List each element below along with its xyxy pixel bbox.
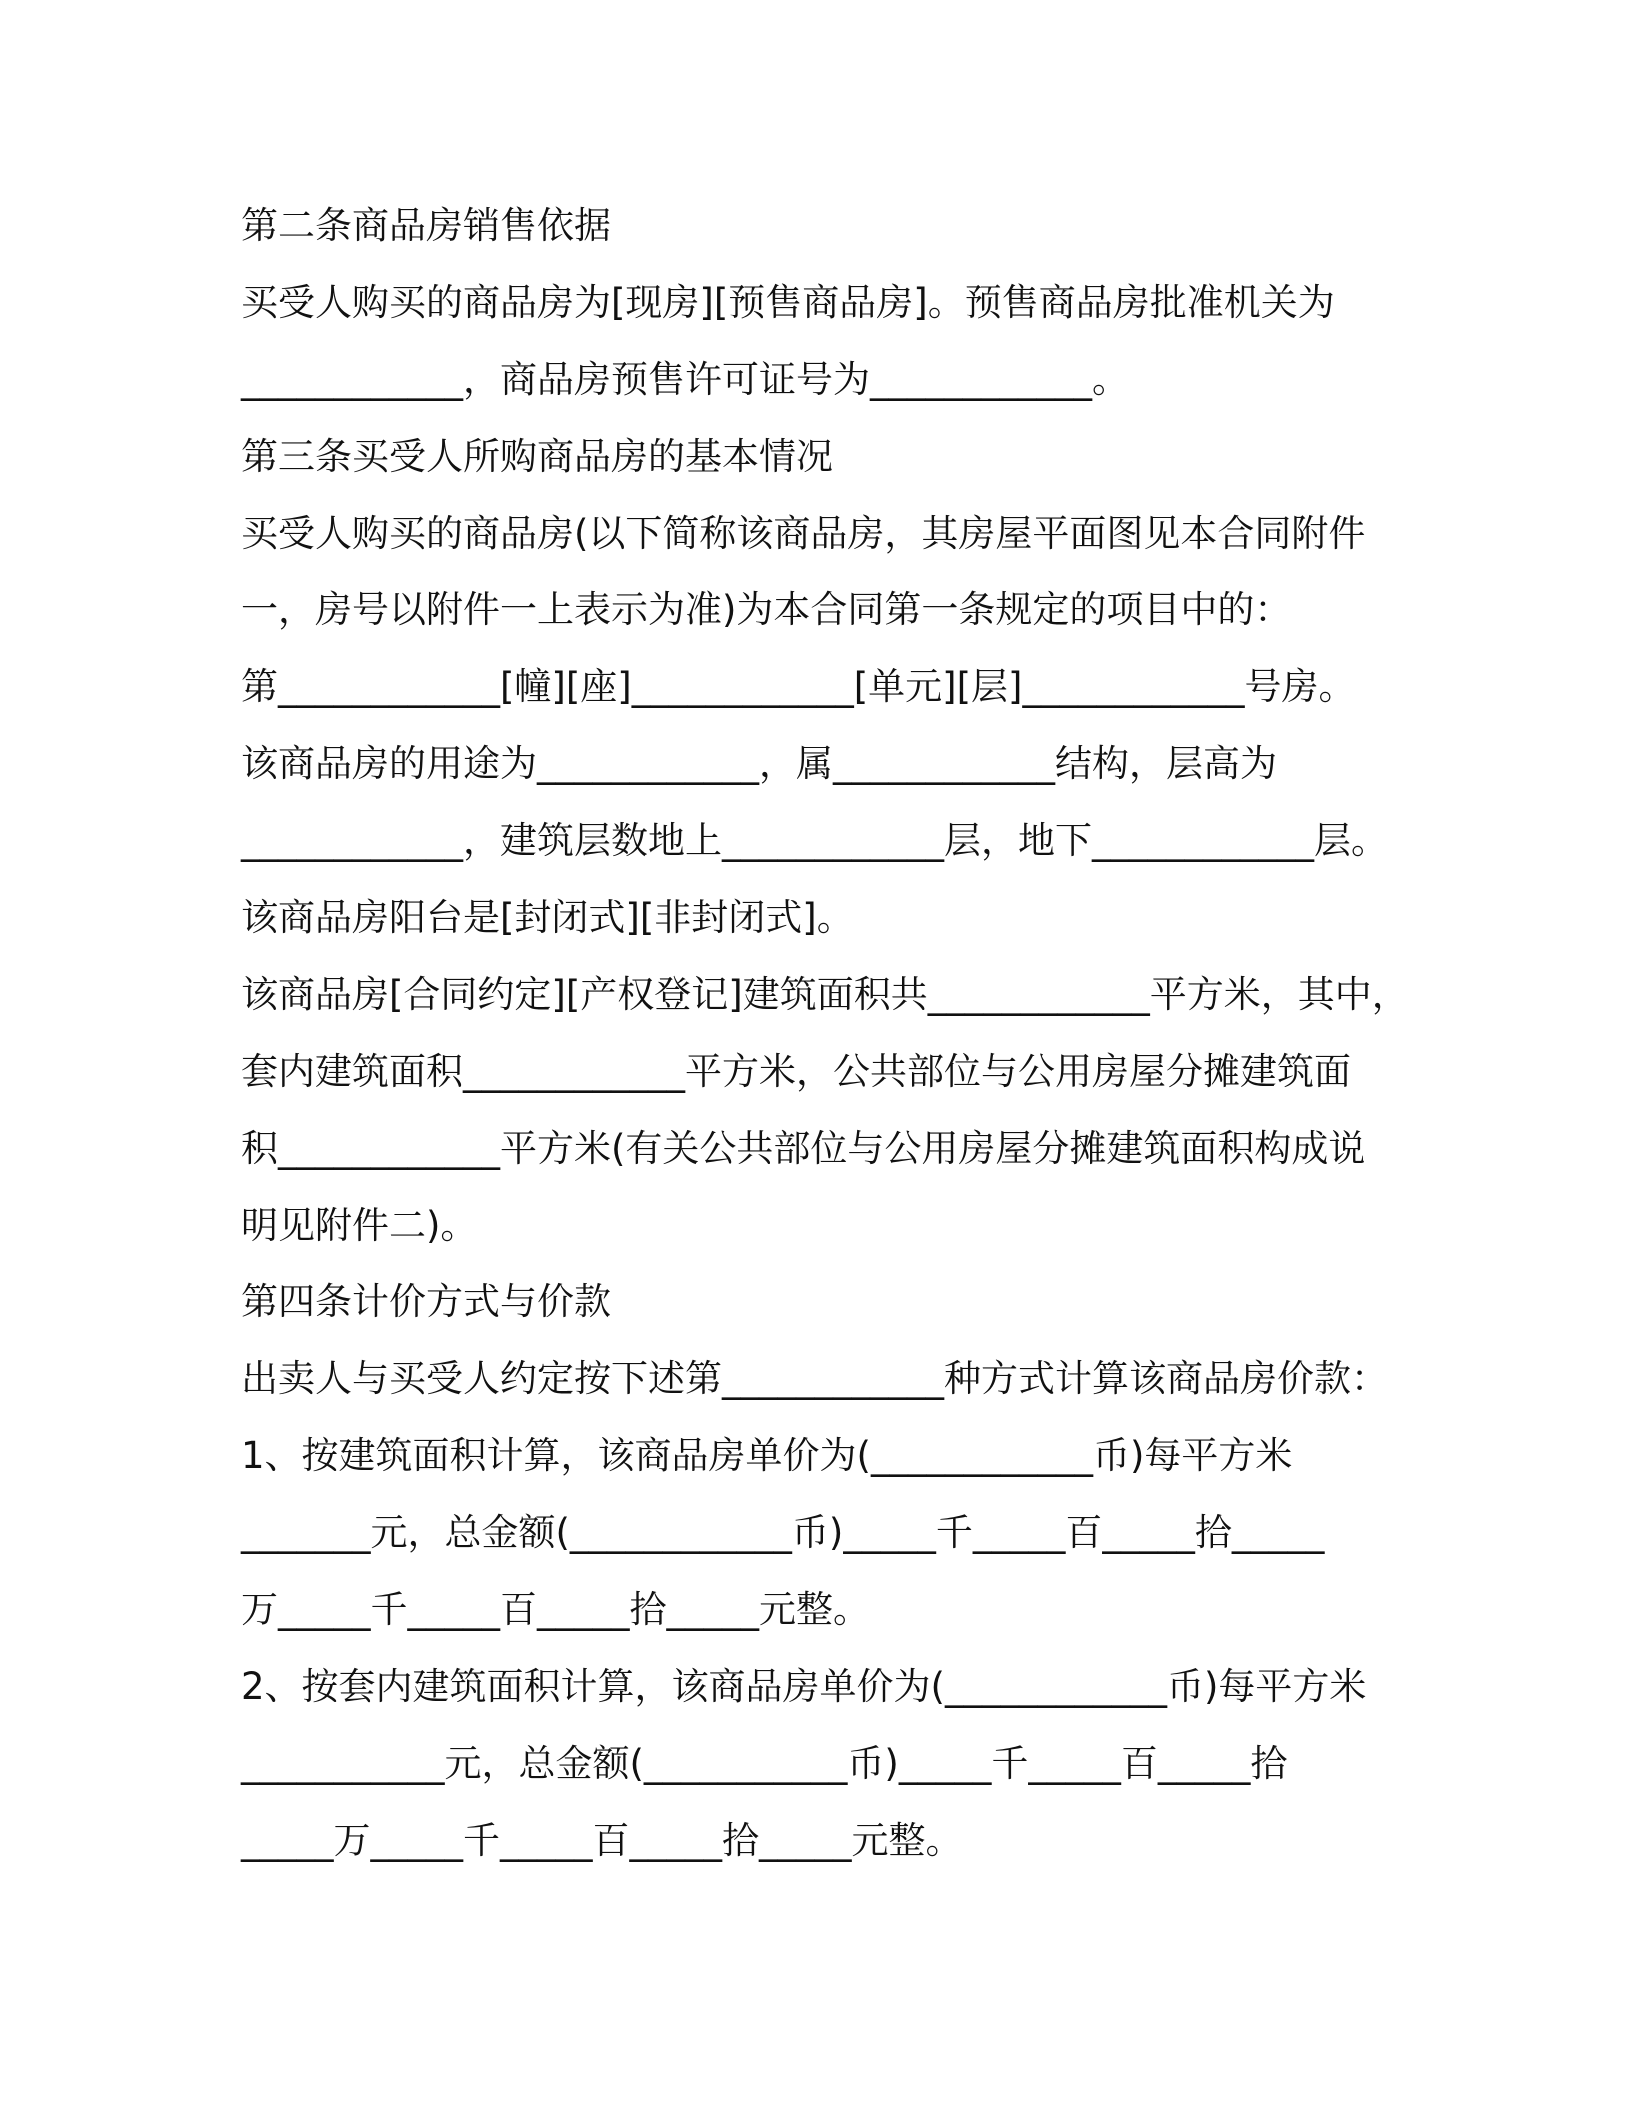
text-line: ____________，建筑层数地上____________层，地下____________层。 <box>241 819 1388 863</box>
text-line: 该商品房[合同约定][产权登记]建筑面积共____________平方米，其中， <box>241 972 1409 1016</box>
text-line: 买受人购买的商品房(以下简称该商品房，其房屋平面图见本合同附件 <box>241 511 1366 555</box>
article-3-heading: 第三条买受人所购商品房的基本情况 <box>241 434 833 478</box>
text-line: 1、按建筑面积计算，该商品房单价为(____________币)每平方米 <box>241 1434 1293 1478</box>
text-line: ___________元，总金额(___________币)_____千_____百_____拾 <box>241 1741 1288 1785</box>
text-line: 一，房号以附件一上表示为准)为本合同第一条规定的项目中的： <box>241 588 1292 632</box>
text-line: _____万_____千_____百_____拾_____元整。 <box>241 1818 963 1862</box>
text-line: 明见附件二)。 <box>241 1203 478 1247</box>
text-line: _______元，总金额(____________币)_____千_____百_____拾_____ <box>241 1511 1325 1555</box>
text-line: 出卖人与买受人约定按下述第____________种方式计算该商品房价款： <box>241 1357 1388 1401</box>
article-2-heading: 第二条商品房销售依据 <box>241 204 611 247</box>
article-4-heading: 第四条计价方式与价款 <box>241 1280 611 1324</box>
text-line: 2、按套内建筑面积计算，该商品房单价为(____________币)每平方米 <box>241 1664 1367 1708</box>
text-line: 该商品房阳台是[封闭式][非封闭式]。 <box>241 896 854 940</box>
text-line: 买受人购买的商品房为[现房][预售商品房]。预售商品房批准机关为 <box>241 280 1335 324</box>
contract-text <box>241 188 1501 1880</box>
text-line: 该商品房的用途为____________，属____________结构，层高为 <box>241 742 1277 786</box>
text-line: 万_____千_____百_____拾_____元整。 <box>241 1588 870 1632</box>
text-line: 套内建筑面积____________平方米，公共部位与公用房屋分摊建筑面 <box>241 1049 1351 1093</box>
text-line: 积____________平方米(有关公共部位与公用房屋分摊建筑面积构成说 <box>241 1126 1366 1170</box>
text-line: 第____________[幢][座]____________[单元][层]____________号房。 <box>241 665 1356 709</box>
text-line: ____________，商品房预售许可证号为____________。 <box>241 357 1129 401</box>
